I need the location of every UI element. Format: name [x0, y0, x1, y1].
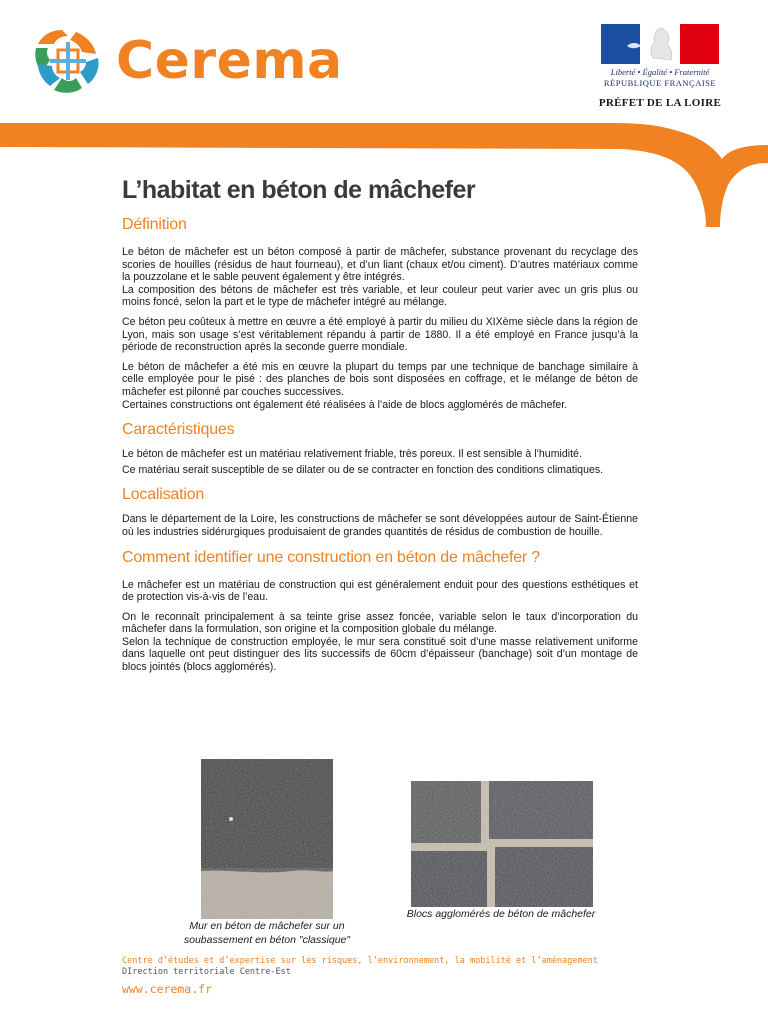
caption-wall-line-1: Mur en béton de mâchefer sur un [189, 920, 345, 932]
characteristics-paragraph-1: Le béton de mâchefer est un matériau relativement friable, très poreux. Il est sensible à l’humidité. [122, 448, 582, 461]
republique-francaise-logo [590, 24, 730, 109]
section-heading-definition: Définition [122, 216, 187, 233]
footer-direction: DIrection territoriale Centre-Est [122, 967, 291, 977]
section-heading-characteristics: Caractéristiques [122, 421, 235, 439]
caption-blocks-line-1: Blocs agglomérés de béton de mâchefer [406, 908, 596, 920]
definition-paragraph-5: Certaines constructions ont également été réalisées à l’aide de blocs agglomérés de mâchefer. [122, 398, 568, 411]
republic-motto: Liberté • Égalité • Fraternité [610, 67, 710, 77]
caption-wall-line-2: soubassement en béton "classique" [183, 934, 351, 946]
footer-organisation: Centre d’études et d’expertise sur les risques, l’environnement, la mobilité et l’aménagement [122, 956, 598, 966]
localisation-paragraph-1: Dans le département de la Loire, les constructions de mâchefer se sont développées autour de Saint-Étienne où les industries sidérurgiques produisaient de grandes quantités de résidus de combustion de houille. [122, 513, 638, 538]
photo-area [0, 757, 768, 957]
definition-paragraph-2: La composition des bétons de mâchefer est très variable, et leur couleur peut varier avec un gris plus ou moins foncé, selon la part et le type de mâchefer intégré au mélange. [122, 283, 638, 309]
photo-machefer-wall [201, 759, 333, 919]
section-heading-localisation: Localisation [122, 486, 205, 504]
identification-paragraph-3: Selon la technique de construction employée, le mur sera constitué soit d’une masse relativement uniforme dans laquelle ont peut distinguer des lits successifs de 60cm d’épaisseur (banchage) soit d’un montage de blocs jointés (blocs agglomérés). [122, 635, 638, 674]
prefet-label: PRÉFET DE LA LOIRE [598, 97, 722, 109]
identification-paragraph-1: Le mâchefer est un matériau de construction qui est généralement enduit pour des questions esthétiques et de protection vis-à-vis de l’eau. [122, 578, 638, 604]
definition-paragraph-1: Le béton de mâchefer est un béton composé à partir de mâchefer, substance provenant du recyclage des scories de houilles (résidus de haut fourneau), et d’un liant (chaux et/ou ciment). D’autres matériaux comme la pouzzolane et le sable peuvent également y être intégrés. [122, 246, 638, 284]
republic-label: RÉPUBLIQUE FRANÇAISE [603, 78, 717, 88]
footer-website-link[interactable]: www.cerema.fr [122, 982, 213, 996]
identification-paragraph-2: On le reconnaît principalement à sa teinte grise assez foncée, variable selon le taux d’incorporation du mâchefer dans la formulation, son origine et la composition globale du mélange. [122, 610, 638, 636]
definition-paragraph-3: Ce béton peu coûteux à mettre en œuvre a été employé à partir du milieu du XIXème siècle dans la région de Lyon, mais son usage s’est véritablement répandu à partir de 1880. Il a été employé en France jusqu’à la période de reconstruction après la seconde guerre mondiale. [122, 315, 638, 354]
photo-caption-wall [160, 919, 374, 947]
cerema-logo-icon [32, 28, 104, 96]
section-heading-identification: Comment identifier une construction en béton de mâchefer ? [122, 548, 540, 566]
cerema-logo-text: Cerema [116, 31, 343, 91]
page-footer [122, 956, 742, 996]
characteristics-paragraph-2: Ce matériau serait susceptible de se dilater ou de se contracter en fonction des conditions climatiques. [122, 463, 604, 476]
document-body [122, 170, 638, 674]
photo-caption-blocks [390, 907, 612, 921]
photo-machefer-blocks [411, 781, 593, 907]
definition-paragraph-4: Le béton de mâchefer a été mis en œuvre la plupart du temps par une technique de banchage similaire à celle employée pour le pisé : des planches de bois sont disposées en coffrage, et le mélange de béton de mâchefer est pilonné par couches successives. [122, 360, 638, 398]
marianne-flag-icon [601, 24, 719, 64]
document-title: L’habitat en béton de mâchefer [122, 176, 476, 204]
